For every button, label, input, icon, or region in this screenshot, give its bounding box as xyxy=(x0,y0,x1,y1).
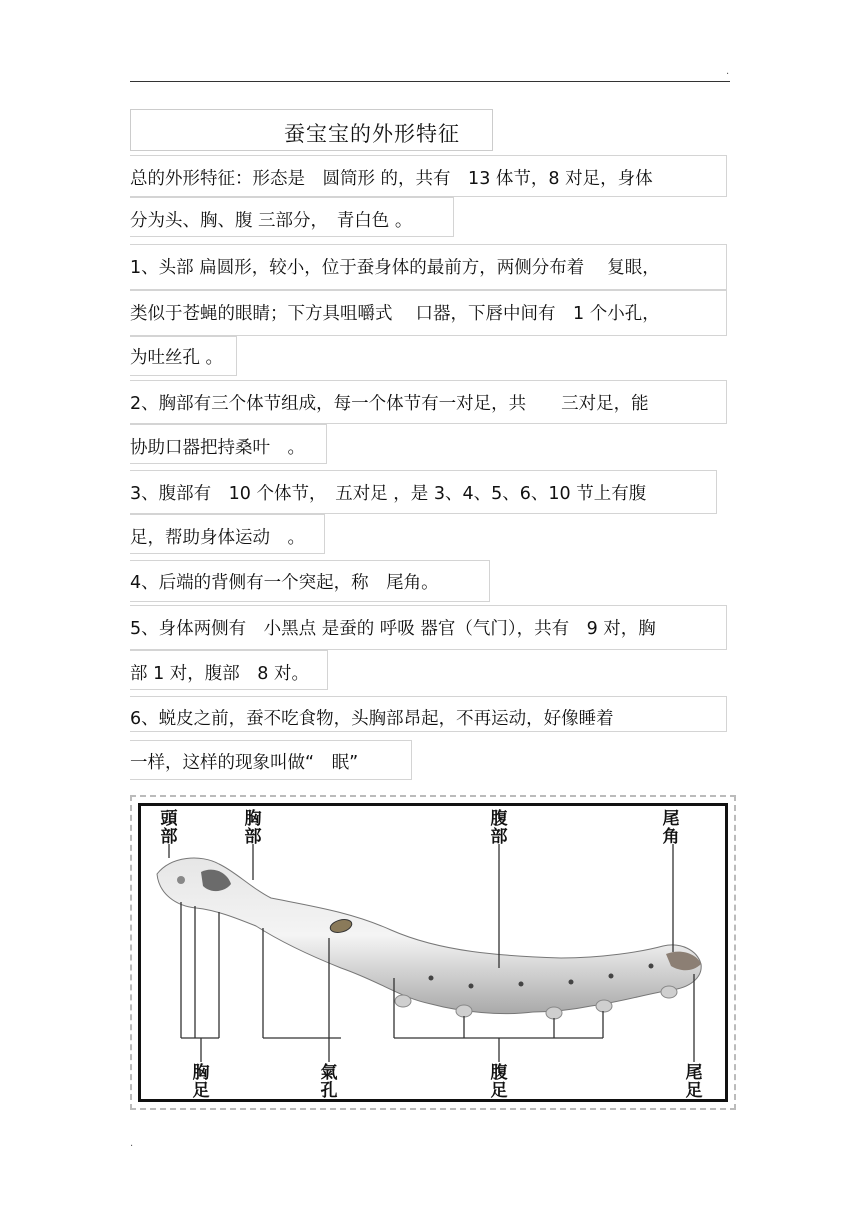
silkworm-body xyxy=(157,858,701,1014)
proleg xyxy=(596,1000,612,1012)
proleg xyxy=(661,986,677,998)
label-thoracic-legs: 胸 足 xyxy=(192,1063,210,1101)
label-tail-foot: 尾 足 xyxy=(685,1063,703,1101)
page-title: 蚕宝宝的外形特征 xyxy=(284,122,460,146)
silkworm-figure xyxy=(130,795,736,1110)
head-spot xyxy=(177,876,185,884)
text-line: 3、腹部有 10 个体节， 五对足 ，是 3、4、5、6、10 节上有腹 xyxy=(130,484,647,504)
text-line: 部 1 对，腹部 8 对。 xyxy=(130,664,309,684)
text-line: 4、后端的背侧有一个突起，称 尾角。 xyxy=(130,573,439,593)
figure-frame xyxy=(138,803,728,1102)
label-chest: 胸 部 xyxy=(244,809,262,847)
text-line: 为吐丝孔 。 xyxy=(130,348,224,368)
spiracle-dot xyxy=(519,982,524,987)
spiracle-dot xyxy=(429,976,434,981)
text-line: 类似于苍蝇的眼睛；下方具咀嚼式 口器，下唇中间有 1 个小孔， xyxy=(130,304,660,324)
spiracle-dot xyxy=(469,984,474,989)
text-line: 一样，这样的现象叫做“ 眠” xyxy=(130,753,359,773)
label-spiracle: 氣 孔 xyxy=(320,1063,338,1101)
spiracle-dot xyxy=(609,974,614,979)
spiracle-dot xyxy=(649,964,654,969)
silkworm-illustration xyxy=(141,806,729,1103)
footer-mark: . xyxy=(130,1138,134,1149)
text-line: 1、头部 扁圆形，较小，位于蚕身体的最前方，两侧分布着 复眼， xyxy=(130,258,660,278)
label-prolegs: 腹 足 xyxy=(490,1063,508,1101)
header-mark: . xyxy=(726,66,730,77)
spiracle-dot xyxy=(569,980,574,985)
text-line: 5、身体两侧有 小黑点 是蚕的 呼吸 器官（气门），共有 9 对，胸 xyxy=(130,619,656,639)
proleg xyxy=(546,1007,562,1019)
header-rule xyxy=(130,81,730,82)
proleg xyxy=(395,995,411,1007)
label-head: 頭 部 xyxy=(160,809,178,847)
text-line: 协助口器把持桑叶 。 xyxy=(130,438,305,458)
label-tail-horn: 尾 角 xyxy=(662,809,680,847)
text-line: 总的外形特征：形态是 圆筒形 的，共有 13 体节，8 对足，身体 xyxy=(130,169,653,189)
text-line: 6、蜕皮之前，蚕不吃食物，头胸部昂起，不再运动，好像睡着 xyxy=(130,709,614,729)
text-line: 足，帮助身体运动 。 xyxy=(130,528,305,548)
text-line: 2、胸部有三个体节组成，每一个体节有一对足，共 三对足，能 xyxy=(130,394,649,414)
label-abdomen: 腹 部 xyxy=(490,809,508,847)
text-line: 分为头、胸、腹 三部分， 青白色 。 xyxy=(130,211,413,231)
proleg xyxy=(456,1005,472,1017)
